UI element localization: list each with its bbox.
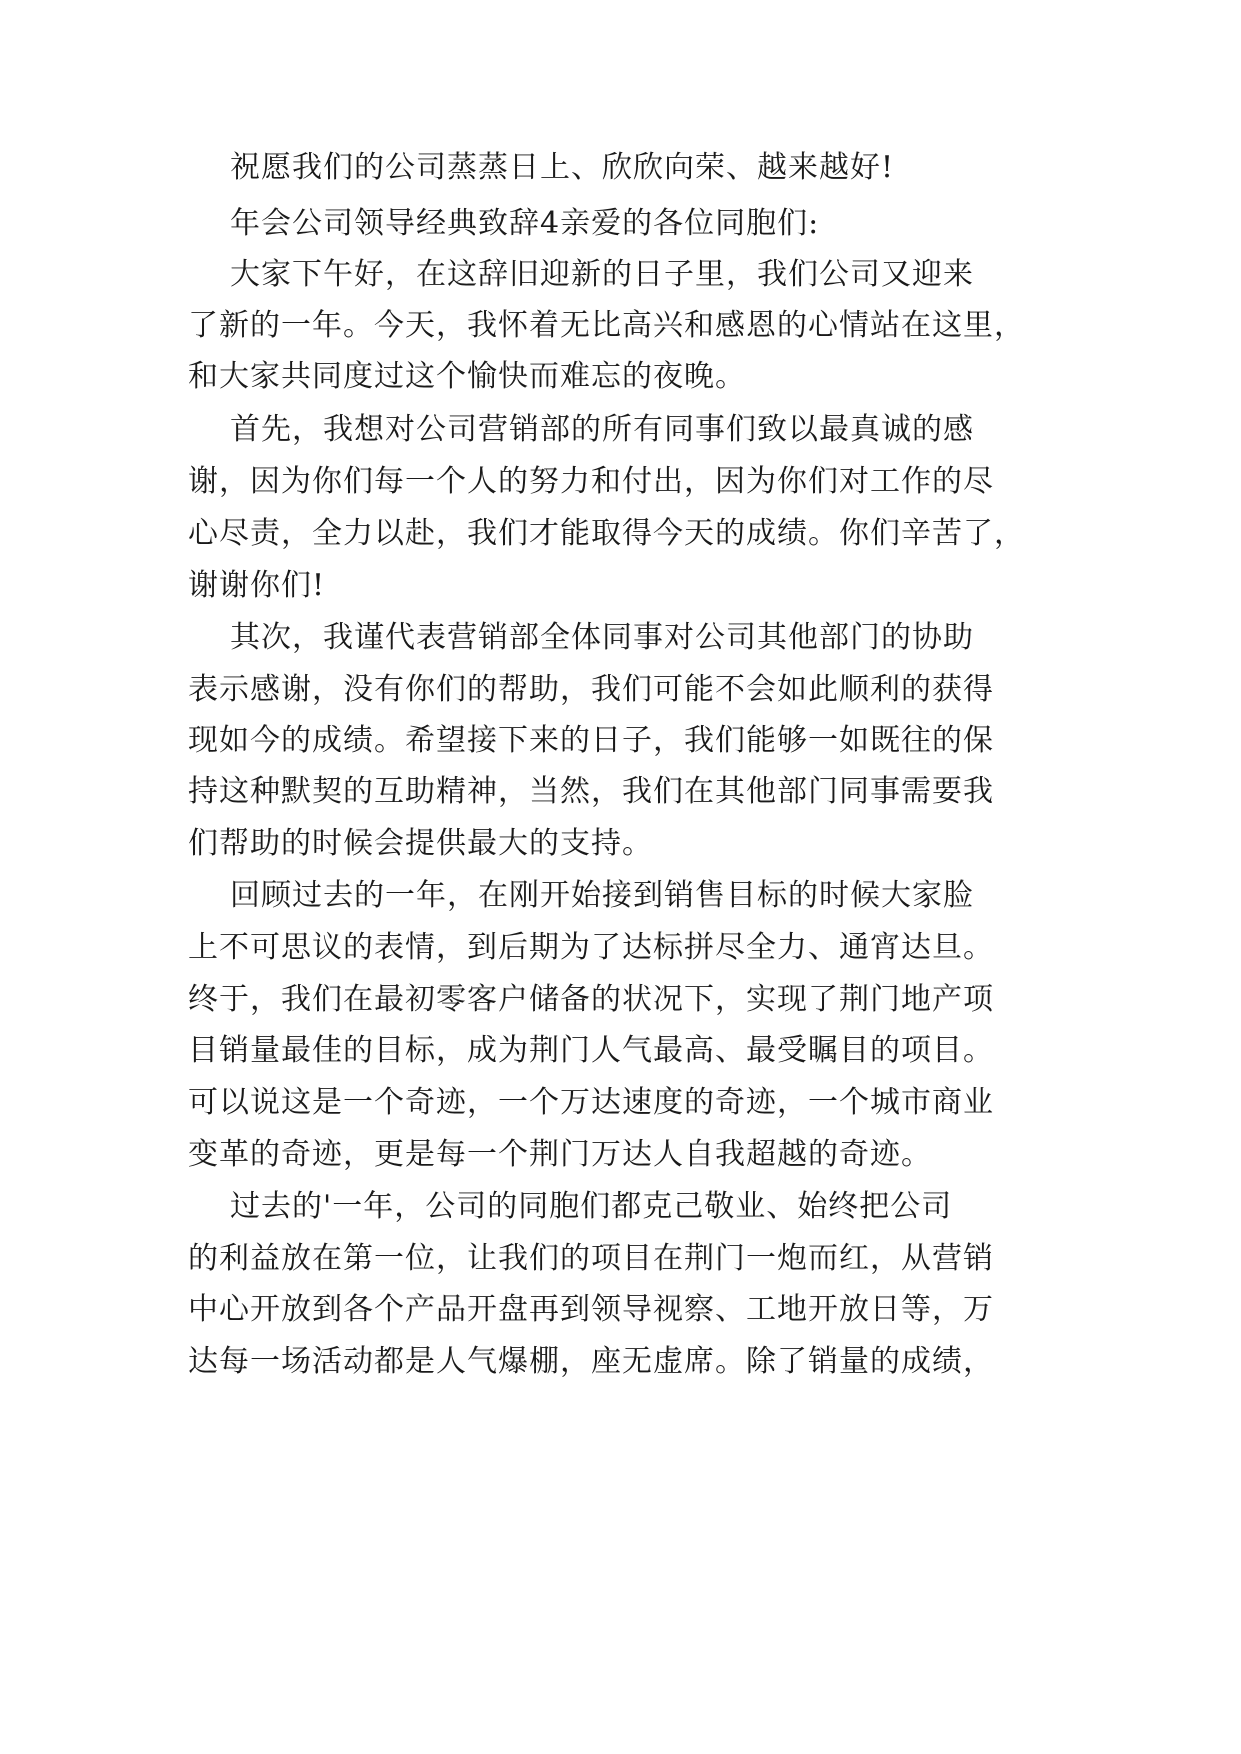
paragraph-line: 大家下午好，在这辞旧迎新的日子里，我们公司又迎来 bbox=[230, 257, 974, 292]
paragraph-line: 其次，我谨代表营销部全体同事对公司其他部门的协助 bbox=[230, 620, 974, 655]
paragraph-line: 祝愿我们的公司蒸蒸日上、欣欣向荣、越来越好! bbox=[230, 150, 895, 185]
paragraph-line: 现如今的成绩。希望接下来的日子，我们能够一如既往的保 bbox=[188, 723, 994, 758]
paragraph-line: 首先，我想对公司营销部的所有同事们致以最真诚的感 bbox=[230, 412, 974, 447]
paragraph-line: 可以说这是一个奇迹，一个万达速度的奇迹，一个城市商业 bbox=[188, 1085, 994, 1120]
paragraph-line: 达每一场活动都是人气爆棚，座无虚席。除了销量的成绩， bbox=[188, 1344, 994, 1379]
paragraph-line: 们帮助的时候会提供最大的支持。 bbox=[188, 826, 653, 861]
paragraph-line: 持这种默契的互助精神，当然，我们在其他部门同事需要我 bbox=[188, 774, 994, 809]
paragraph-line: 终于，我们在最初零客户储备的状况下，实现了荆门地产项 bbox=[188, 982, 994, 1017]
paragraph-line: 谢谢你们! bbox=[188, 568, 326, 603]
paragraph-line: 上不可思议的表情，到后期为了达标拼尽全力、通宵达旦。 bbox=[188, 930, 994, 965]
paragraph-line: 年会公司领导经典致辞4亲爱的各位同胞们: bbox=[230, 206, 820, 241]
paragraph-line: 中心开放到各个产品开盘再到领导视察、工地开放日等，万 bbox=[188, 1292, 994, 1327]
paragraph-line: 过去的'一年，公司的同胞们都克己敬业、始终把公司 bbox=[230, 1189, 953, 1224]
paragraph-line: 心尽责，全力以赴，我们才能取得今天的成绩。你们辛苦了， bbox=[188, 516, 1025, 551]
paragraph-line: 变革的奇迹，更是每一个荆门万达人自我超越的奇迹。 bbox=[188, 1137, 932, 1172]
paragraph-line: 谢，因为你们每一个人的努力和付出，因为你们对工作的尽 bbox=[188, 464, 994, 499]
paragraph-line: 的利益放在第一位，让我们的项目在荆门一炮而红，从营销 bbox=[188, 1241, 994, 1276]
paragraph-line: 和大家共同度过这个愉快而难忘的夜晚。 bbox=[188, 359, 746, 394]
paragraph-line: 表示感谢，没有你们的帮助，我们可能不会如此顺利的获得 bbox=[188, 672, 994, 707]
paragraph-line: 目销量最佳的目标，成为荆门人气最高、最受瞩目的项目。 bbox=[188, 1033, 994, 1068]
paragraph-line: 回顾过去的一年，在刚开始接到销售目标的时候大家脸 bbox=[230, 878, 974, 913]
paragraph-line: 了新的一年。今天，我怀着无比高兴和感恩的心情站在这里， bbox=[188, 308, 1025, 343]
